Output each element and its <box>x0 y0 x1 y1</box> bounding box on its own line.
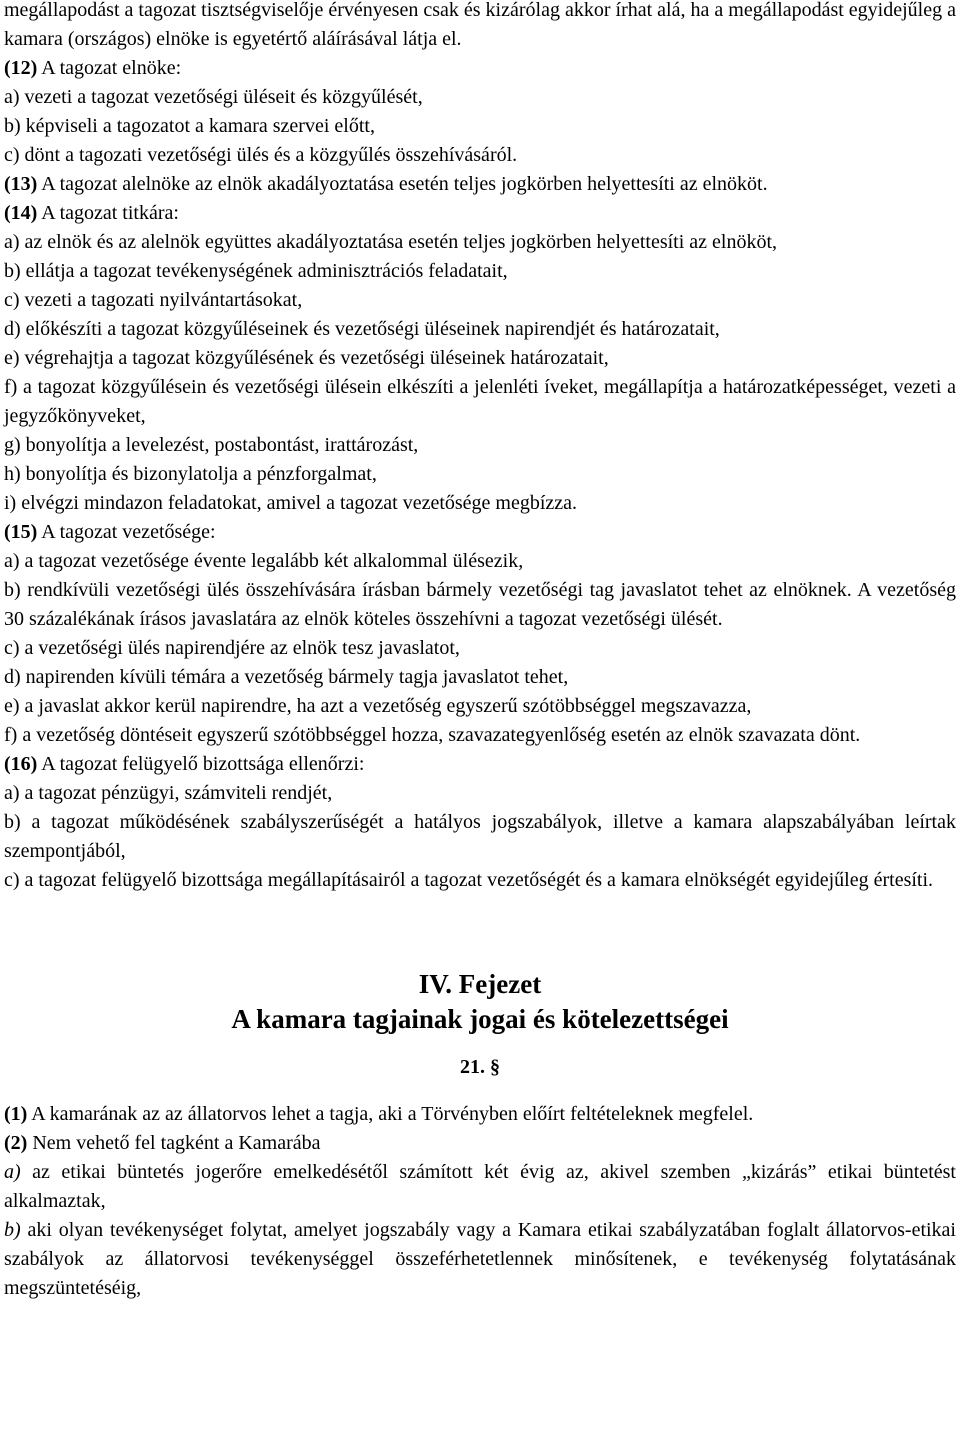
list-item: h) bonyolítja és bizonylatolja a pénzforgalmat, <box>4 463 377 485</box>
document-page <box>4 0 956 1303</box>
paragraph-text: A tagozat titkára: <box>37 202 179 224</box>
paragraph-16 <box>4 750 956 779</box>
paragraph-2 <box>4 1129 956 1158</box>
paragraph-number: (13) <box>4 173 38 195</box>
list-item: a) az elnök és az alelnök együttes akadályoztatása esetén teljes jogkörben helyettesíti az elnököt, <box>4 231 778 253</box>
list-item: e) a javaslat akkor kerül napirendre, ha azt a vezetőség egyszerű szótöbbséggel megszavazza, <box>4 695 752 717</box>
paragraph-text: A tagozat felügyelő bizottsága ellenőrzi: <box>37 753 365 775</box>
item-text: aki olyan tevékenységet folytat, amelyet jogszabály vagy a Kamara etikai szabályzatában foglalt állatorvos-etikai szabályok az állatorvosi tevékenységgel összeférhetetlennek minősítenek, e tevékenység folytatásának megszüntetéséig, <box>4 1219 956 1299</box>
list-item: f) a tagozat közgyűlésein és vezetőségi ülésein elkészíti a jelenléti íveket, megállapítja a határozatképességet, vezeti a jegyzőkönyveket, <box>4 376 956 427</box>
list-item: c) a vezetőségi ülés napirendjére az elnök tesz javaslatot, <box>4 637 460 659</box>
paragraph-text: Nem vehető fel tagként a Kamarába <box>27 1132 321 1154</box>
section-number: 21. § <box>460 1056 500 1078</box>
item-text: az etikai büntetés jogerőre emelkedésétől számított két évig az, akivel szemben „kizárás” etikai büntetést alkalmaztak, <box>4 1161 956 1212</box>
paragraph: megállapodást a tagozat tisztségviselője érvényesen csak és kizárólag akkor írhat alá, ha a megállapodást egyidejűleg a kamara (országos) elnöke is egyetértő aláírásával látja el. <box>4 0 956 50</box>
list-item: b) ellátja a tagozat tevékenységének adminisztrációs feladatait, <box>4 260 508 282</box>
list-item <box>4 1158 956 1216</box>
spacer <box>4 1037 956 1053</box>
item-label: b) <box>4 1219 21 1241</box>
list-item: c) dönt a tagozati vezetőségi ülés és a közgyűlés összehívásáról. <box>4 144 518 166</box>
chapter-title: A kamara tagjainak jogai és kötelezettségei <box>231 1004 729 1034</box>
list-item: c) vezeti a tagozati nyilvántartásokat, <box>4 289 303 311</box>
list-item: a) a tagozat pénzügyi, számviteli rendjét, <box>4 782 333 804</box>
spacer <box>4 1082 956 1100</box>
paragraph-text: A tagozat alelnöke az elnök akadályoztatása esetén teljes jogkörben helyettesíti az elnököt. <box>37 173 768 195</box>
paragraph-12 <box>4 54 956 83</box>
spacer <box>4 895 956 967</box>
list-item: b) képviseli a tagozatot a kamara szervei előtt, <box>4 115 375 137</box>
list-item: d) napirenden kívüli témára a vezetőség bármely tagja javaslatot tehet, <box>4 666 569 688</box>
paragraph-text: A tagozat vezetősége: <box>37 521 216 543</box>
list-item: e) végrehajtja a tagozat közgyűlésének és vezetőségi üléseinek határozatait, <box>4 347 609 369</box>
list-item <box>4 1216 956 1303</box>
paragraph-number: (2) <box>4 1132 28 1154</box>
paragraph-number: (16) <box>4 753 38 775</box>
paragraph-number: (12) <box>4 57 38 79</box>
paragraph-number: (14) <box>4 202 38 224</box>
list-item: c) a tagozat felügyelő bizottsága megállapításairól a tagozat vezetőségét és a kamara elnökségét egyidejűleg értesíti. <box>4 869 934 891</box>
list-item: a) a tagozat vezetősége évente legalább két alkalommal ülésezik, <box>4 550 524 572</box>
list-item: i) elvégzi mindazon feladatokat, amivel a tagozat vezetősége megbízza. <box>4 492 578 514</box>
chapter-number: IV. Fejezet <box>418 969 542 999</box>
paragraph-text: A tagozat elnöke: <box>37 57 182 79</box>
paragraph-text: A kamarának az az állatorvos lehet a tagja, aki a Törvényben előírt feltételeknek megfelel. <box>27 1103 754 1125</box>
paragraph-1 <box>4 1100 956 1129</box>
list-item: d) előkészíti a tagozat közgyűléseinek és vezetőségi üléseinek napirendjét és határozatait, <box>4 318 720 340</box>
paragraph-13 <box>4 170 956 199</box>
list-item: b) rendkívüli vezetőségi ülés összehívására írásban bármely vezetőségi tag javaslatot tehet az elnöknek. A vezetőség 30 százalékának írásos javaslatára az elnök köteles összehívni a tagozat vezetőségi ülését. <box>4 579 956 630</box>
paragraph-number: (1) <box>4 1103 28 1125</box>
item-label: a) <box>4 1161 21 1183</box>
paragraph-number: (15) <box>4 521 38 543</box>
list-item: g) bonyolítja a levelezést, postabontást, irattározást, <box>4 434 419 456</box>
list-item: f) a vezetőség döntéseit egyszerű szótöbbséggel hozza, szavazategyenlőség esetén az elnök szavazata dönt. <box>4 724 861 746</box>
list-item: b) a tagozat működésének szabályszerűségét a hatályos jogszabályok, illetve a kamara alapszabályában leírtak szempontjából, <box>4 811 956 862</box>
paragraph-14 <box>4 199 956 228</box>
list-item: a) vezeti a tagozat vezetőségi üléseit és közgyűlését, <box>4 86 423 108</box>
paragraph-15 <box>4 518 956 547</box>
